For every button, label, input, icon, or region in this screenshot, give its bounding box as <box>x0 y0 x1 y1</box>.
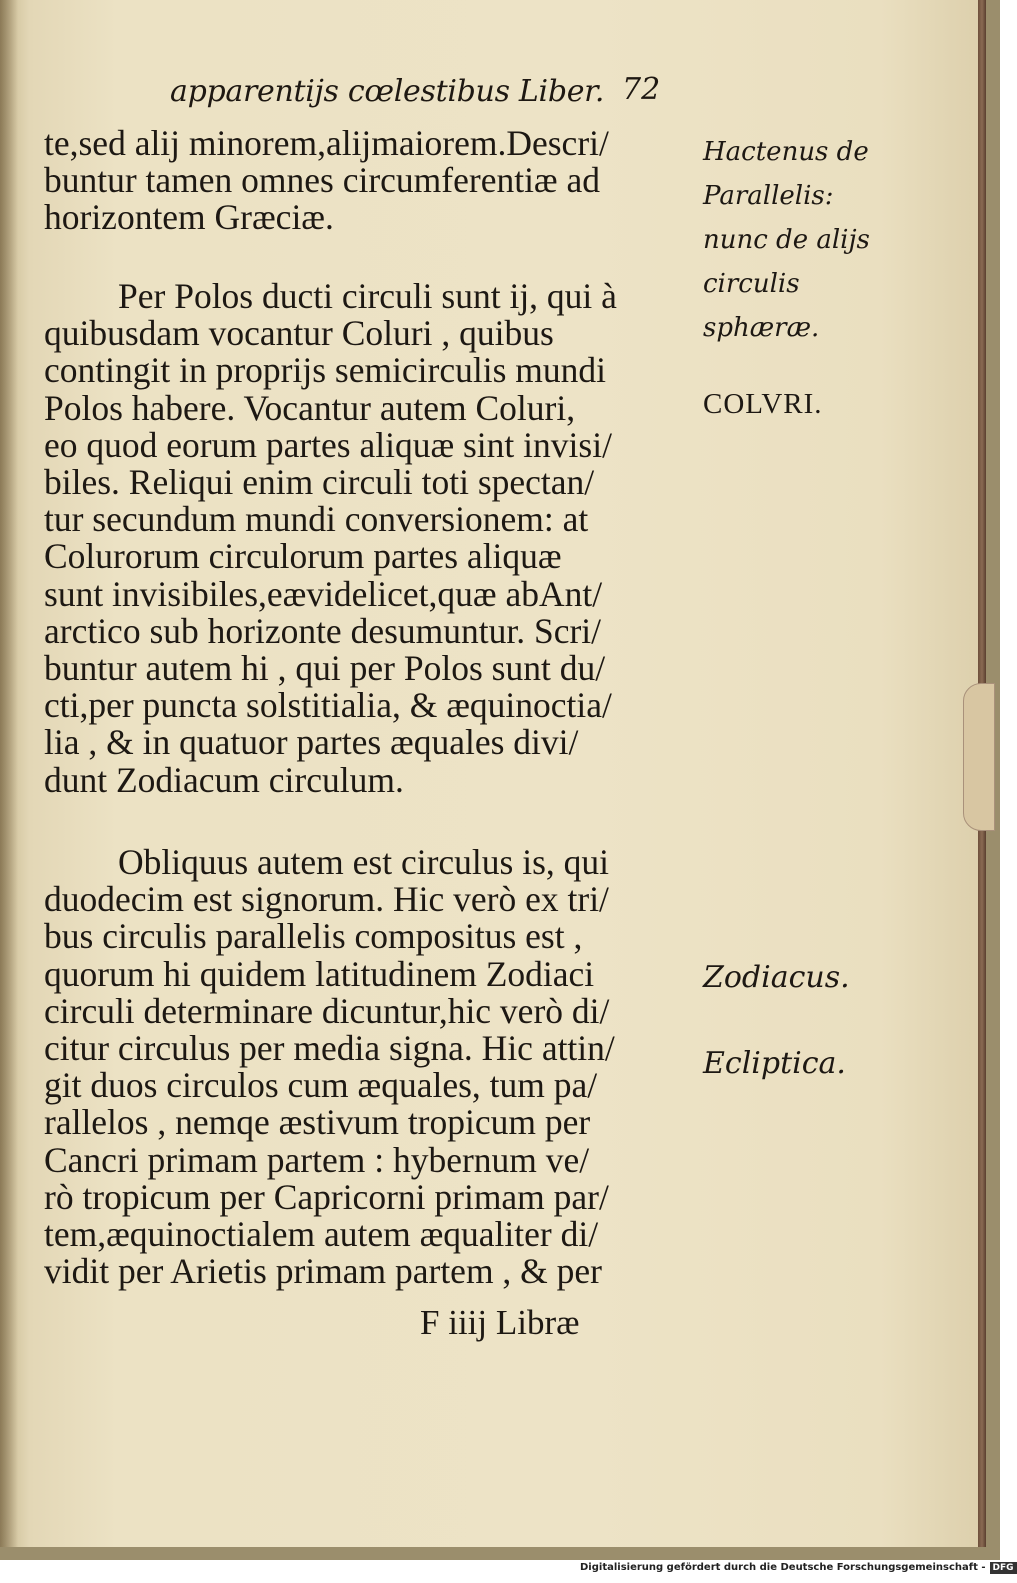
text-line: eo quod eorum partes aliquæ sint invisi/ <box>44 424 612 465</box>
paragraph-1 <box>44 125 694 237</box>
text-line: Cancri primam partem : hybernum ve/ <box>44 1139 590 1180</box>
catchword-signature: F iiij Libræ <box>420 1303 580 1342</box>
digitization-credit <box>580 1562 1014 1574</box>
text-line: git duos circulos cum æquales, tum pa/ <box>44 1065 598 1106</box>
marginal-note-parallels <box>703 130 893 350</box>
note-line: circulis <box>703 269 800 299</box>
text-line: rallelos , nemqe æstivum tropicum per <box>44 1102 591 1143</box>
marginal-note-ecliptica <box>703 1042 893 1086</box>
spine-shadow <box>0 0 18 1547</box>
note-line: Zodiacus. <box>703 960 850 995</box>
text-line: horizontem Græciæ. <box>44 197 334 238</box>
note-line: Hactenus de <box>703 137 869 167</box>
marginal-note-zodiacus <box>703 956 893 1000</box>
running-head: apparentijs cœlestibus Liber. <box>170 74 605 109</box>
text-line: buntur tamen omnes circumferentiæ ad <box>44 160 600 201</box>
text-line: Per Polos ducti circuli sunt ij, qui à <box>118 276 617 316</box>
folio-number: 72 <box>622 72 661 107</box>
note-line: sphæræ. <box>703 313 820 343</box>
text-line: arctico sub horizonte desumuntur. Scri/ <box>44 610 602 651</box>
page-tab <box>963 683 995 831</box>
credit-text: Digitalisierung gefördert durch die Deutsche Forschungsgemeinschaft - <box>580 1562 986 1573</box>
note-line: Parallelis: <box>703 181 834 211</box>
text-line: duodecim est signorum. Hic verò ex tri/ <box>44 879 609 920</box>
text-line: citur circulus per media signa. Hic attin/ <box>44 1028 615 1069</box>
note-line: nunc de alijs <box>703 225 870 255</box>
text-line: te,sed alij minorem,alijmaiorem.Descri/ <box>44 123 609 163</box>
text-line: tur secundum mundi conversionem: at <box>44 499 589 540</box>
text-line: quorum hi quidem latitudinem Zodiaci <box>44 953 595 994</box>
text-line: vidit per Arietis primam partem , & per <box>44 1251 602 1292</box>
marginal-note-coluri <box>703 382 893 426</box>
paragraph-3 <box>44 844 694 1290</box>
text-line: biles. Reliqui enim circuli toti spectan/ <box>44 462 595 503</box>
text-line: Colurorum circulorum partes aliquæ <box>44 536 562 577</box>
paragraph-2 <box>44 278 694 799</box>
note-line: Ecliptica. <box>703 1046 846 1081</box>
text-line: dunt Zodiacum circulum. <box>44 759 404 800</box>
text-line: contingit in proprijs semicirculis mundi <box>44 350 607 391</box>
text-line: buntur autem hi , qui per Polos sunt du/ <box>44 648 606 689</box>
text-line: cti,per puncta solstitialia, & æquinoctia/ <box>44 685 612 726</box>
text-line: quibusdam vocantur Coluri , quibus <box>44 313 554 354</box>
text-line: Obliquus autem est circulus is, qui <box>118 842 610 882</box>
text-line: Polos habere. Vocantur autem Coluri, <box>44 387 576 428</box>
text-line: lia , & in quatuor partes æquales divi/ <box>44 722 579 763</box>
text-line: sunt invisibiles,eævidelicet,quæ abAnt/ <box>44 573 603 614</box>
text-line: tem,æquinoctialem autem æqualiter di/ <box>44 1214 599 1255</box>
text-line: circuli determinare dicuntur,hic verò di/ <box>44 990 610 1031</box>
text-line: rò tropicum per Capricorni primam par/ <box>44 1176 609 1217</box>
text-line: bus circulis parallelis compositus est , <box>44 916 583 957</box>
dfg-logo: DFG <box>990 1562 1017 1574</box>
note-line: COLVRI. <box>703 388 823 420</box>
